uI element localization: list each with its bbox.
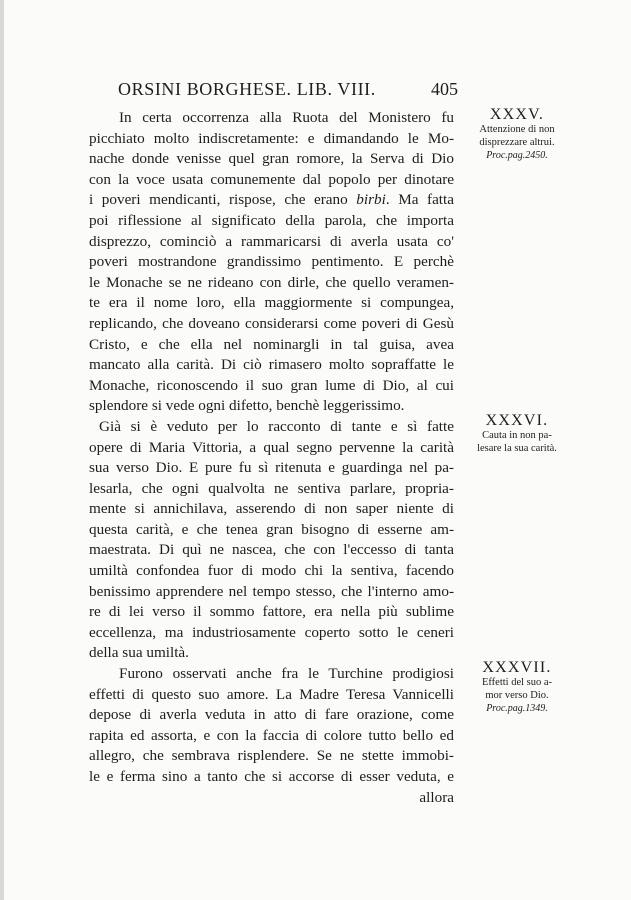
text-line: le e ferma sino a tanto che si accorse di esser veduta, e (89, 768, 454, 785)
margin-note-36 (461, 412, 573, 455)
text-line-with-italic (89, 190, 454, 211)
text-line: allegro, che sembrava risplendere. Se ne stette immobi- (89, 747, 454, 765)
text-line: rapita ed assorta, e con la faccia di colore tutto bello ed (89, 726, 454, 744)
text-line: Furono osservati anche fra le Turchine prodigiosi (119, 665, 454, 683)
main-text (89, 108, 454, 808)
text-line: poveri mostrandone grandissimo pentimento. E perchè (89, 253, 454, 271)
text-line: benissimo apprendere nel tempo stesso, che l'interno amo- (89, 582, 454, 600)
text-line: della sua umiltà. (89, 644, 189, 662)
note-numeral: XXXVII. (482, 659, 552, 676)
note-reference: Proc.pag.2450. (486, 150, 548, 161)
text-line: depose di averla veduta in atto di fare orazione, come (89, 706, 454, 724)
text-line: In certa occorrenza alla Ruota del Monistero fu (119, 109, 454, 126)
text-line: questa carità, e che tenea gran bisogno di esserne am- (89, 520, 454, 538)
text-line: disprezzo, cominciò a rammaricarsi di averla usata co' (89, 232, 454, 250)
note-line: Attenzione di non (479, 124, 555, 135)
text-line: splendore si vede ogni difetto, benchè leggerissimo. (89, 397, 405, 415)
text-line: te era il nome loro, ella maggiormente si compungea, (89, 294, 454, 312)
note-line: mor verso Dio. (485, 689, 549, 701)
note-line: lesare la sua carità. (477, 442, 557, 454)
text-line: opere di Maria Vittoria, a qual segno pervenne la carità (89, 438, 454, 456)
text-line: umiltà confondea fuor di modo chi la sentiva, facendo (89, 562, 454, 580)
text-before-italic: i poveri mendicanti, rispose, che erano (89, 191, 357, 209)
note-line: Effetti del suo a- (481, 677, 553, 688)
note-line: Cauta in non pa- (482, 430, 552, 441)
text-line: mancato alla carità. Di ciò rimasero molto sopraffatte le (89, 356, 454, 374)
text-line: sua verso Dio. E pure fu sì ritenuta e guardinga nel pa- (89, 459, 454, 477)
note-reference: Proc.pag.1349. (486, 703, 548, 714)
text-line: nache donde venisse quel gran romore, la Serva di Dio (89, 150, 454, 168)
text-line: effetti di questo suo amore. La Madre Teresa Vannicelli (89, 685, 454, 703)
text-line: re di lei verso il sommo fattore, era nella più sublime (89, 603, 454, 621)
text-line: Cristo, e che ella nel nominargli in tal guisa, avea (89, 335, 454, 353)
text-line: lesarla, che ogni qualvolta ne sentiva parlare, propria- (89, 479, 454, 497)
note-numeral: XXXVI. (485, 412, 549, 429)
text-line: Monache, riconoscendo il suo gran lume di Dio, al cui (89, 376, 454, 394)
note-numeral: XXXV. (489, 106, 545, 123)
page-number: 405 (431, 79, 458, 99)
text-line: con la voce usata comunemente dal popolo per dinotare (89, 170, 454, 188)
text-line: replicando, che doveano considerarsi come poveri di Gesù (89, 314, 454, 332)
page-edge-shadow (0, 0, 4, 900)
text-line: le Monache se ne rideano con dirle, che quello veramen- (89, 273, 454, 291)
text-line: maestrata. Di quì ne nascea, che con l'eccesso di tanta (89, 541, 454, 559)
note-line: disprezzare altrui. (479, 136, 555, 148)
margin-note-35 (461, 106, 573, 162)
italic-word: birbi (356, 191, 386, 209)
text-line: picchiato molto indiscretamente: e dimandando le Mo- (89, 129, 454, 147)
margin-note-37 (461, 659, 573, 715)
text-after-italic: . Ma fatta (385, 191, 454, 209)
text-line: Già si è veduto per lo racconto di tante e sì fatte (99, 417, 454, 435)
running-head: ORSINI BORGHESE. LIB. VIII. (118, 79, 376, 99)
text-line: mente si annichilava, asserendo di non saper niente di (89, 500, 454, 518)
catchword: allora (419, 788, 454, 806)
text-line: eccellenza, ma industriosamente coperto sotto le ceneri (89, 623, 454, 641)
text-line: poi riflessione al significato della parola, che importa (89, 211, 454, 229)
page-header (118, 79, 458, 101)
